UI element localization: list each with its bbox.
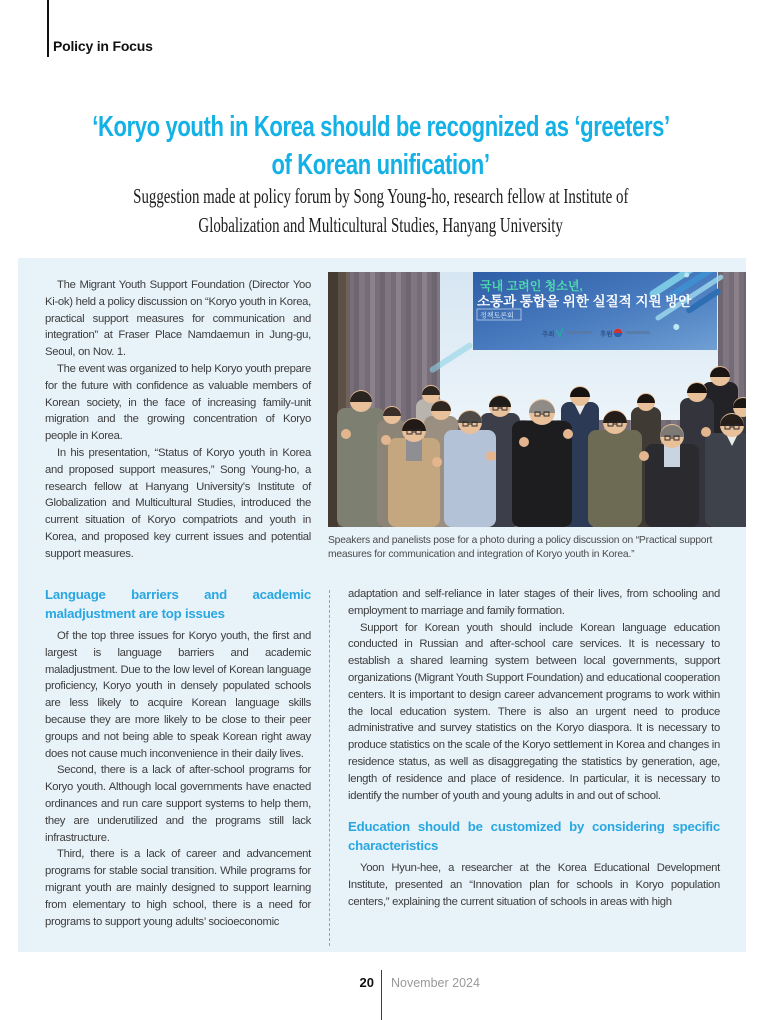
article-subtitle-line2: Globalization and Multicultural Studies, Hanyang University	[198, 213, 564, 237]
section-kicker: Policy in Focus	[53, 38, 153, 54]
section1-continued-paragraph: adaptation and self-reliance in later stages of their lives, from schooling and employment to marriage and family formation.	[348, 588, 720, 617]
section1-heading: Language barriers and academic maladjustment are top issues	[45, 587, 311, 621]
article-subtitle	[0, 182, 762, 240]
intro-paragraph: The Migrant Youth Support Foundation (Director Yoo Ki-ok) held a policy discussion on “Koryo youth in Korea, practical support measures for communication and integration” at Fraser Place Namdaemun in Jung-gu, Seoul, on Nov. 1.	[45, 279, 311, 359]
intro-paragraph: In his presentation, “Status of Koryo youth in Korea and proposed support measures,” Song Young-ho, a research fellow at Hanyang University’s Institute of Globalization and Multicultural Studies, introduced the current situation of Koryo compatriots and youth in Korea, and proposed key current issues and potential support measures.	[45, 446, 311, 560]
raised-fist	[701, 427, 711, 437]
slide-title-line1: 국내 고려인 청소년,	[480, 279, 583, 293]
section1-paragraph: Of the top three issues for Koryo youth, the first and largest is language barriers and academic maladjustment. Due to the low level of Korean language proficiency, Koryo youth in densely populated schools are less likely to acquire Korean language skills because they are more likely to be close to their peer groups and not being able to speak Korean right away does not cause much inconvenience in their daily lives.	[45, 630, 311, 760]
article-title	[0, 108, 762, 184]
section1-paragraph: Third, there is a lack of career and advancement programs for stable social transition. While programs for migrant youth are mainly designed to support learning from elementary to high school, there is a need for programs to support young adults’ socioeconomic	[45, 848, 311, 928]
raised-fist	[486, 451, 496, 461]
raised-fist	[341, 429, 351, 439]
sponsor-label: 후원	[600, 331, 613, 338]
footer-divider-line	[381, 970, 382, 1020]
raised-fist	[563, 429, 573, 439]
raised-fist	[432, 457, 442, 467]
raised-fist	[519, 437, 529, 447]
slide-badge-label: 정책토론회	[480, 312, 514, 320]
section2-column	[348, 586, 720, 911]
raised-fist	[639, 451, 649, 461]
header-vertical-rule	[47, 0, 49, 57]
raised-fist	[381, 435, 391, 445]
article-subtitle-line1: Suggestion made at policy forum by Song Young-ho, research fellow at Institute of	[133, 184, 629, 208]
section2-heading: Education should be customized by considering specific characteristics	[348, 819, 720, 853]
slide-title-line2: 소통과 통합을 위한 실질적 지원 방안	[477, 294, 692, 309]
footer-issue-date: November 2024	[391, 976, 480, 990]
forum-photo	[328, 272, 746, 527]
column-divider	[329, 590, 330, 946]
section1-paragraph: Second, there is a lack of after-school programs for Koryo youth. Although local governments have enacted ordinances and run care support systems to help them, they are underutilized and the programs still lack infrastructure.	[45, 764, 311, 844]
government-logo-icon	[614, 329, 623, 338]
section2-paragraph: Yoon Hyun-hee, a researcher at the Korea Educational Development Institute, presented an “Innovation plan for schools in Koryo population centers,” explaining the current situation of schools in areas with high	[348, 862, 720, 908]
section1-column	[45, 586, 311, 930]
article-title-line1: ‘Koryo youth in Korea should be recognized as ‘greeters’	[92, 111, 670, 143]
intro-paragraph: The event was organized to help Koryo youth prepare for the future with confidence as valuable members of Korean society, in the face of increasing family-unit migration and the growing concentration of Koryo people in Korea.	[45, 362, 311, 443]
section1-continued-paragraph: Support for Korean youth should include Korean language education conducted in Russian and after-school care services. It is necessary to establish a shared learning system between local governments, support organizations (Migrant Youth Support Foundation) and educational cooperation centers. It is important to design career advancement programs to work within the local education system. There is also an urgent need to produce administrative and survey statistics on the Koryo diaspora. It is necessary to produce statistics on the scale of the Koryo settlement in Korea and changes in residence status, as well as disaggregating the statistics by generation, age, length of residence and place of residence. In particular, it is necessary to identify the number of youth and young adults in and out of school.	[348, 621, 720, 802]
article-title-line2: of Korean unification’	[271, 149, 491, 181]
footer-page-number: 20	[359, 975, 374, 990]
content-panel	[18, 258, 746, 952]
host-label: 주최	[542, 331, 555, 338]
photo-caption: Speakers and panelists pose for a photo during a policy discussion on “Practical support measures for communication and integration of Koryo youth in Korea.”	[328, 535, 713, 560]
intro-column	[45, 277, 311, 563]
forum-photo-graphic	[328, 272, 746, 527]
